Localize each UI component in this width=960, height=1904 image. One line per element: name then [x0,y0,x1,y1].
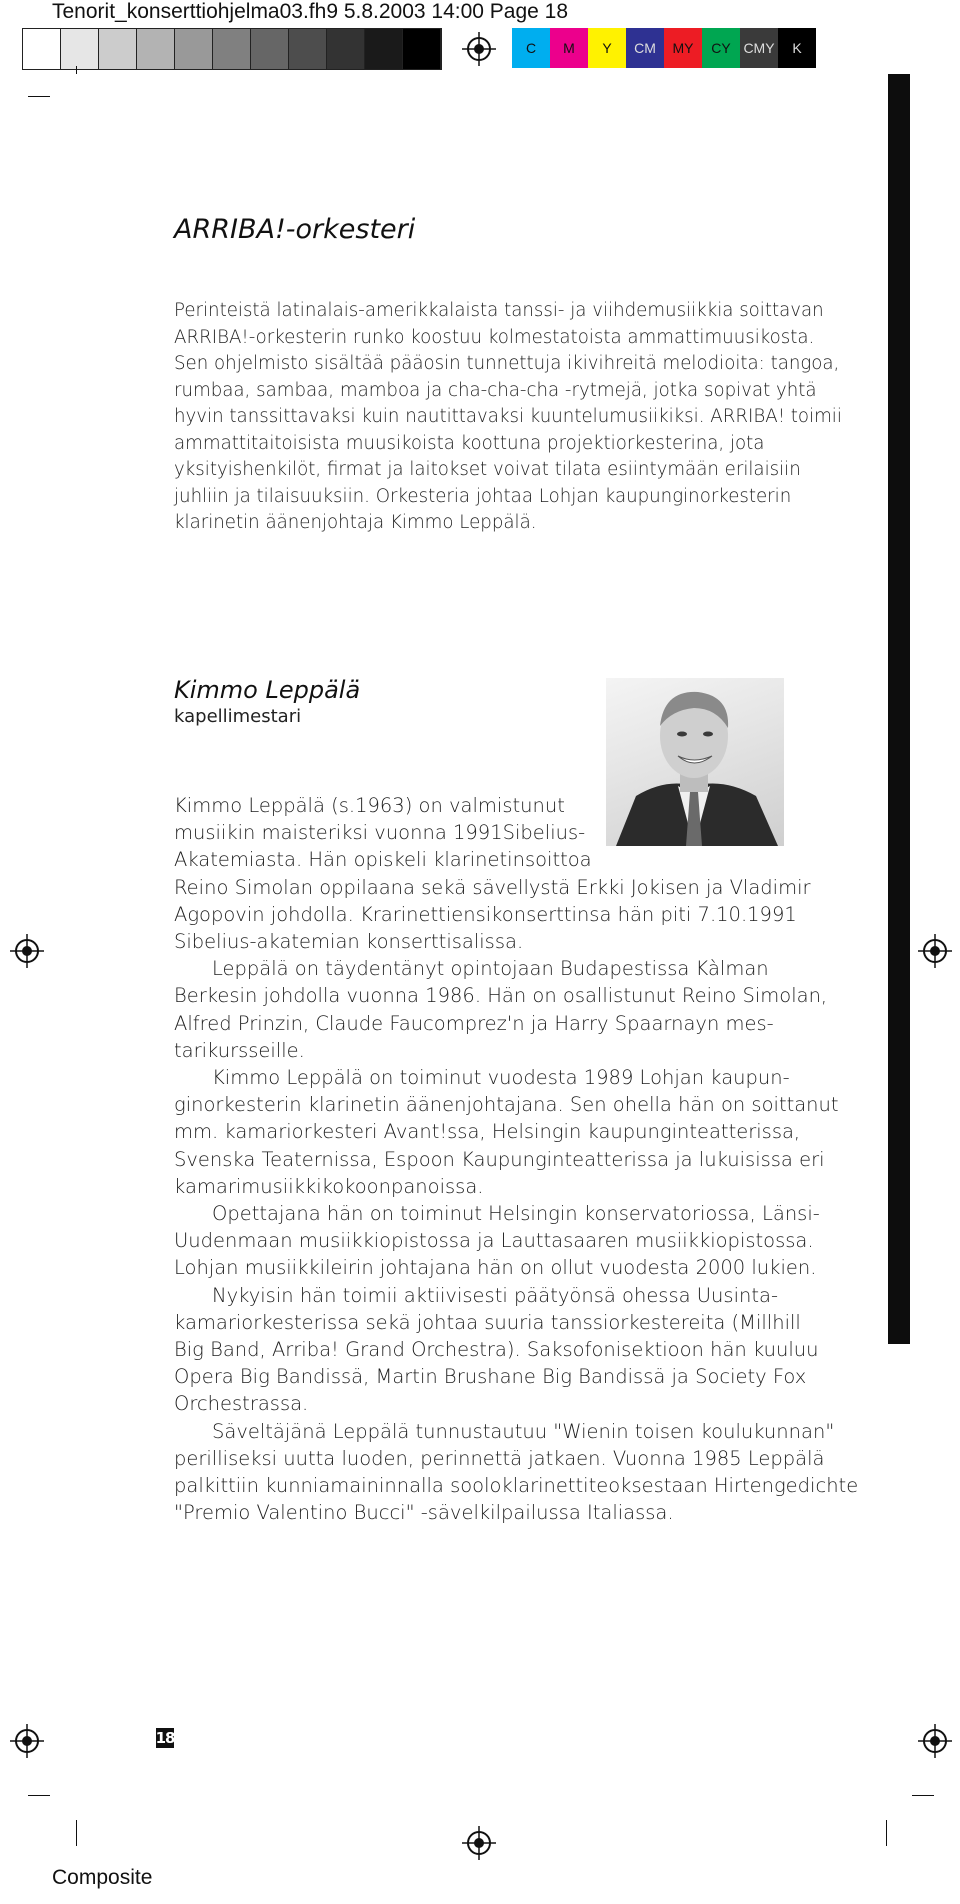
bio-line: kamariorkesterissa sekä johtaa suuria tanssiorkestereita (Millhill [174,1310,801,1334]
person-name: Kimmo Leppälä [174,676,361,704]
composite-label: Composite [52,1866,153,1889]
registration-mark-left-icon [10,934,44,968]
color-swatch: Y [588,28,626,68]
bio-text [174,792,859,1526]
bio-line: Opettajana hän on toiminut Helsingin konservatoriossa, Länsi- [212,1202,820,1226]
registration-mark-top-icon [462,32,496,66]
gray-calibration-bar [22,28,442,70]
intro-line: Sen ohjelmisto sisältää pääosin tunnettuja ikivihreitä melodioita: tangoa, [174,353,840,374]
intro-line: ARRIBA!-orkesterin runko koostuu kolmestatoista ammattimuusikosta. [174,326,815,348]
crop-mark-bottom-left-h [28,1795,50,1796]
crop-mark-top-left-v [76,66,77,74]
color-swatch: M [550,28,588,68]
color-swatch: CM [626,28,664,68]
color-swatch: CY [702,28,740,68]
intro-line: yksityishenkilöt, firmat ja laitokset voivat tilata esiintymään erilaisiin [174,459,801,480]
crop-mark-bottom-right-h [912,1795,934,1796]
bio-line: Big Band, Arriba! Grand Orchestra). Saksofonisektioon hän kuuluu [174,1338,819,1362]
bio-line: Lohjan musiikkileirin johtajana hän on ollut vuodesta 2000 lukien. [174,1256,817,1280]
bio-line: tarikursseille. [174,1038,305,1062]
bio-line: Opera Big Bandissä, Martin Brushane Big Bandissä ja Society Fox [174,1365,807,1389]
bio-line: Akatemiasta. Hän opiskeli klarinetinsoittoa [174,848,592,872]
registration-mark-right-icon [918,934,952,968]
gray-swatch [23,29,61,69]
gray-swatch [99,29,137,69]
gray-swatch [213,29,251,69]
gray-swatch [403,29,441,69]
gray-swatch [175,29,213,69]
registration-mark-bottom-left-icon [10,1724,44,1758]
bio-line: Agopovin johdolla. Krarinettiensikonserttinsa hän piti 7.10.1991 [174,902,797,926]
bio-line: Alfred Prinzin, Claude Faucomprez'n ja Harry Spaarnayn mes- [174,1011,774,1035]
bio-line: Nykyisin hän toimii aktiivisesti päätyönsä ohessa Uusinta- [212,1283,778,1307]
intro-line: ammattitaitoisista muusikoista koottuna projektiorkesterina, jota [174,432,765,454]
gray-swatch [365,29,403,69]
crop-mark-bottom-right-v [886,1820,887,1846]
person-role: kapellimestari [174,706,302,727]
bleed-strip [888,74,910,1344]
registration-mark-bottom-right-icon [918,1724,952,1758]
gray-swatch [137,29,175,69]
registration-mark-bottom-icon [462,1826,496,1860]
crop-mark-bottom-left-v [76,1820,77,1846]
bio-line: mm. kamariorkesteri Avant!ssa, Helsingin kaupunginteatterissa, [174,1120,801,1144]
intro-line: Perinteistä latinalais-amerikkalaista tanssi- ja viihdemusiikkia soittavan [174,300,824,321]
page-number: 18 [155,1729,175,1747]
intro-line: hyvin tanssittavaksi kuin nautittavaksi kuuntelumusiikiksi. ARRIBA! toimii [174,406,842,427]
bio-line: Reino Simolan oppilaana sekä sävellystä Erkki Jokisen ja Vladimir [174,875,811,899]
crop-mark-top-left-h [28,96,50,97]
bio-line: Sibelius-akatemian konserttisalissa. [174,930,524,954]
intro-line: rumbaa, sambaa, mamboa ja cha-cha-cha -rytmejä, jotka sopivat yhtä [174,379,817,401]
slug-line: Tenorit_konserttiohjelma03.fh9 5.8.2003 14:00 Page 18 [52,0,569,23]
gray-swatch [251,29,289,69]
intro-paragraph [174,298,842,537]
color-swatch: CMY [740,28,778,68]
bio-line: Orchestrassa. [174,1392,309,1416]
bio-line: ginorkesterin klarinetin äänenjohtajana. Sen ohella hän on soittanut [174,1093,839,1117]
gray-swatch [327,29,365,69]
bio-line: Säveltäjänä Leppälä tunnustautuu "Wienin toisen koulukunnan" [212,1419,835,1443]
intro-line: juhliin ja tilaisuuksiin. Orkesteria johtaa Lohjan kaupunginorkesterin [174,485,792,507]
color-calibration-bar [512,28,816,68]
bio-line: kamarimusiikkikokoonpanoissa. [174,1174,484,1198]
bio-line: Kimmo Leppälä (s.1963) on valmistunut [174,794,565,817]
bio-line: perilliseksi uutta luoden, perinnettä jatkaen. Vuonna 1985 Leppälä [174,1446,825,1470]
intro-line: klarinetin äänenjohtaja Kimmo Leppälä. [174,512,537,533]
bio-line: Leppälä on täydentänyt opintojaan Budapestissa Kàlman [212,957,769,981]
gray-swatch [61,29,99,69]
bio-line: Berkesin johdolla vuonna 1986. Hän on osallistunut Reino Simolan, [174,984,828,1008]
color-swatch: K [778,28,816,68]
bio-line: Kimmo Leppälä on toiminut vuodesta 1989 Lohjan kaupun- [212,1066,790,1090]
section-title: ARRIBA!-orkesteri [174,214,416,245]
color-swatch: C [512,28,550,68]
bio-line: palkittiin kunniamaininnalla sooloklarinettiteoksestaan Hirtengedichte [174,1474,859,1498]
bio-line: Uudenmaan musiikkiopistossa ja Lauttasaaren musiikkiopistossa. [174,1229,814,1253]
bio-line: musiikin maisteriksi vuonna 1991Sibelius- [174,821,586,845]
bio-line: Svenska Teaternissa, Espoon Kaupunginteatterissa ja lukuisissa eri [174,1147,825,1171]
color-swatch: MY [664,28,702,68]
bio-line: "Premio Valentino Bucci" -sävelkilpailussa Italiassa. [174,1501,674,1525]
gray-swatch [289,29,327,69]
